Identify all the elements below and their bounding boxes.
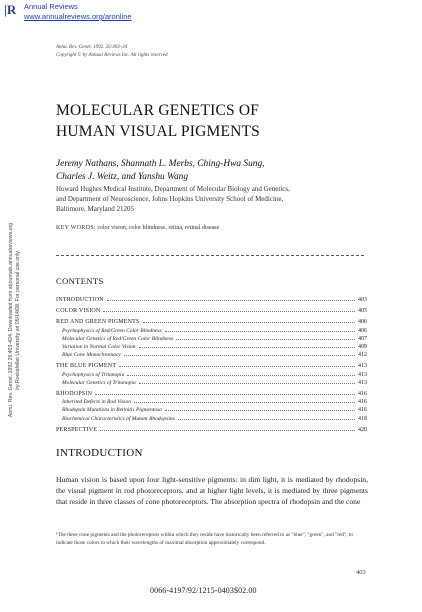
toc-leader (165, 331, 355, 332)
title-line-1: MOLECULAR GENETICS OF (56, 102, 260, 119)
toc-label: PERSPECTIVE (56, 426, 98, 433)
toc-subentry[interactable] (56, 379, 367, 387)
download-notice-line1: Annu. Rev. Genet. 1992.26:403-424. Downloaded from arjournals.annualreviews.org (8, 222, 14, 418)
toc-label: Rhodopsin Mutations in Retinitis Pigmentosa (62, 407, 162, 414)
keywords (56, 225, 386, 231)
toc-leader (103, 311, 355, 312)
authors-line-2: Charles J. Weitz, and Yanshu Wang (56, 172, 189, 182)
toc-subentry[interactable] (56, 351, 367, 359)
toc-label: Molecular Genetics of Red/Green Color Blindness (62, 335, 174, 342)
article-title (56, 100, 396, 142)
toc-subentry[interactable] (56, 406, 367, 414)
toc-label: Biochemical Characteristics of Mutant Rhodopsins (62, 415, 175, 422)
keywords-label: KEY WORDS: (56, 225, 96, 231)
toc-label: RHODOPSIN (56, 391, 93, 398)
introduction-paragraph: Human vision is based upon four light-sensitive pigments: in dim light, it is mediated by rhodopsin, the visual pigment in rod photoreceptors, and at higher light levels, it is mediated by three pigments that reside in three classes of cone photoreceptors. The absorption spectra of rhodopsin and the cone (56, 475, 368, 506)
toc-page: 407 (358, 335, 367, 342)
toc-leader (134, 402, 355, 403)
title-line-2: HUMAN VISUAL PIGMENTS (56, 123, 260, 140)
toc-page: 406 (358, 327, 367, 334)
footnote: ¹The three cone pigments and the photoreceptors within which they reside have historically been referred to as "blue", "green", and "red", to indicate those colors to which their wavelengths of maximal absorption approximately correspond. (56, 532, 353, 546)
toc-subentry[interactable] (56, 398, 367, 406)
citation-line: Annu. Rev. Genet. 1992. 26:403–24 (56, 45, 128, 50)
toc-leader (119, 366, 355, 367)
affiliation (56, 184, 386, 214)
toc-page: 413 (358, 363, 367, 370)
toc-page: 405 (358, 308, 367, 315)
download-notice-line2: by Rockefeller University on 05/14/08. For personal use only. (15, 250, 21, 390)
toc-entry[interactable] (56, 318, 367, 326)
contents-heading: CONTENTS (56, 276, 104, 286)
toc-entry[interactable] (56, 390, 367, 398)
toc-label: INTRODUCTION (56, 297, 104, 303)
copyright-line: Copyright © by Annual Reviews Inc. All rights reserved (56, 53, 168, 58)
section-divider (56, 255, 364, 256)
toc-page: 413 (358, 379, 367, 386)
toc-label: THE BLUE PIGMENT (56, 363, 117, 370)
toc-label: RED AND GREEN PIGMENTS (56, 319, 140, 326)
toc-entry[interactable] (56, 296, 367, 304)
toc-leader (176, 339, 355, 340)
toc-leader (127, 375, 355, 376)
toc-entry[interactable] (56, 362, 367, 370)
page-number: 403 (356, 569, 366, 576)
toc-page: 413 (358, 371, 367, 378)
toc-leader (95, 394, 355, 395)
toc-page: 416 (358, 391, 367, 398)
affiliation-line-2: and Department of Neuroscience, Johns Hopkins University School of Medicine, (56, 195, 284, 203)
toc-label: Psychophysics of Tritanopia (62, 371, 125, 378)
toc-leader (178, 419, 355, 420)
toc-leader (165, 410, 355, 411)
affiliation-line-1: Howard Hughes Medical Institute, Department of Molecular Biology and Genetics, (56, 185, 290, 193)
toc-page: 416 (358, 399, 367, 406)
table-of-contents (56, 296, 367, 434)
publisher-name: Annual Reviews (24, 2, 78, 11)
toc-page: 418 (358, 415, 367, 422)
toc-label: Molecular Genetics of Tritanopia (62, 379, 136, 386)
toc-page: 409 (358, 344, 367, 351)
toc-page: 420 (358, 426, 367, 433)
toc-subentry[interactable] (56, 327, 367, 335)
annual-reviews-logo: |R (4, 2, 17, 17)
affiliation-line-3: Baltimore, Maryland 21205 (56, 205, 134, 213)
authors-line-1: Jeremy Nathans, Shannath L. Merbs, Ching-Hwa Sung, (56, 159, 265, 169)
toc-leader (143, 322, 355, 323)
toc-entry[interactable] (56, 426, 367, 434)
toc-page: 416 (358, 407, 367, 414)
toc-subentry[interactable] (56, 371, 367, 379)
toc-leader (100, 430, 355, 431)
toc-label: Inherited Defects in Rod Vision (62, 399, 131, 406)
author-list (56, 158, 386, 184)
toc-label: COLOR VISION (56, 308, 101, 315)
toc-leader (139, 347, 355, 348)
toc-label: Variation in Normal Color Vision (62, 344, 136, 351)
keywords-text: color vision, color blindness, retina, retinal disease (97, 225, 220, 231)
article-code: 0066-4197/92/1215-0403$02.00 (150, 586, 257, 595)
toc-page: 412 (358, 352, 367, 359)
download-notice (8, 170, 36, 470)
toc-page: 406 (358, 319, 367, 326)
toc-leader (107, 300, 355, 301)
toc-subentry[interactable] (56, 415, 367, 423)
toc-leader (139, 383, 355, 384)
toc-leader (124, 355, 355, 356)
toc-subentry[interactable] (56, 343, 367, 351)
toc-label: Blue Cone Monochromacy (62, 352, 121, 359)
toc-page: 403 (358, 297, 367, 303)
toc-subentry[interactable] (56, 335, 367, 343)
publisher-link[interactable]: www.annualreviews.org/aronline (24, 12, 132, 21)
toc-label: Psychophysics of Red/Green Color Blindness (62, 327, 162, 334)
section-heading-introduction: INTRODUCTION (56, 447, 143, 459)
toc-entry[interactable] (56, 307, 367, 315)
